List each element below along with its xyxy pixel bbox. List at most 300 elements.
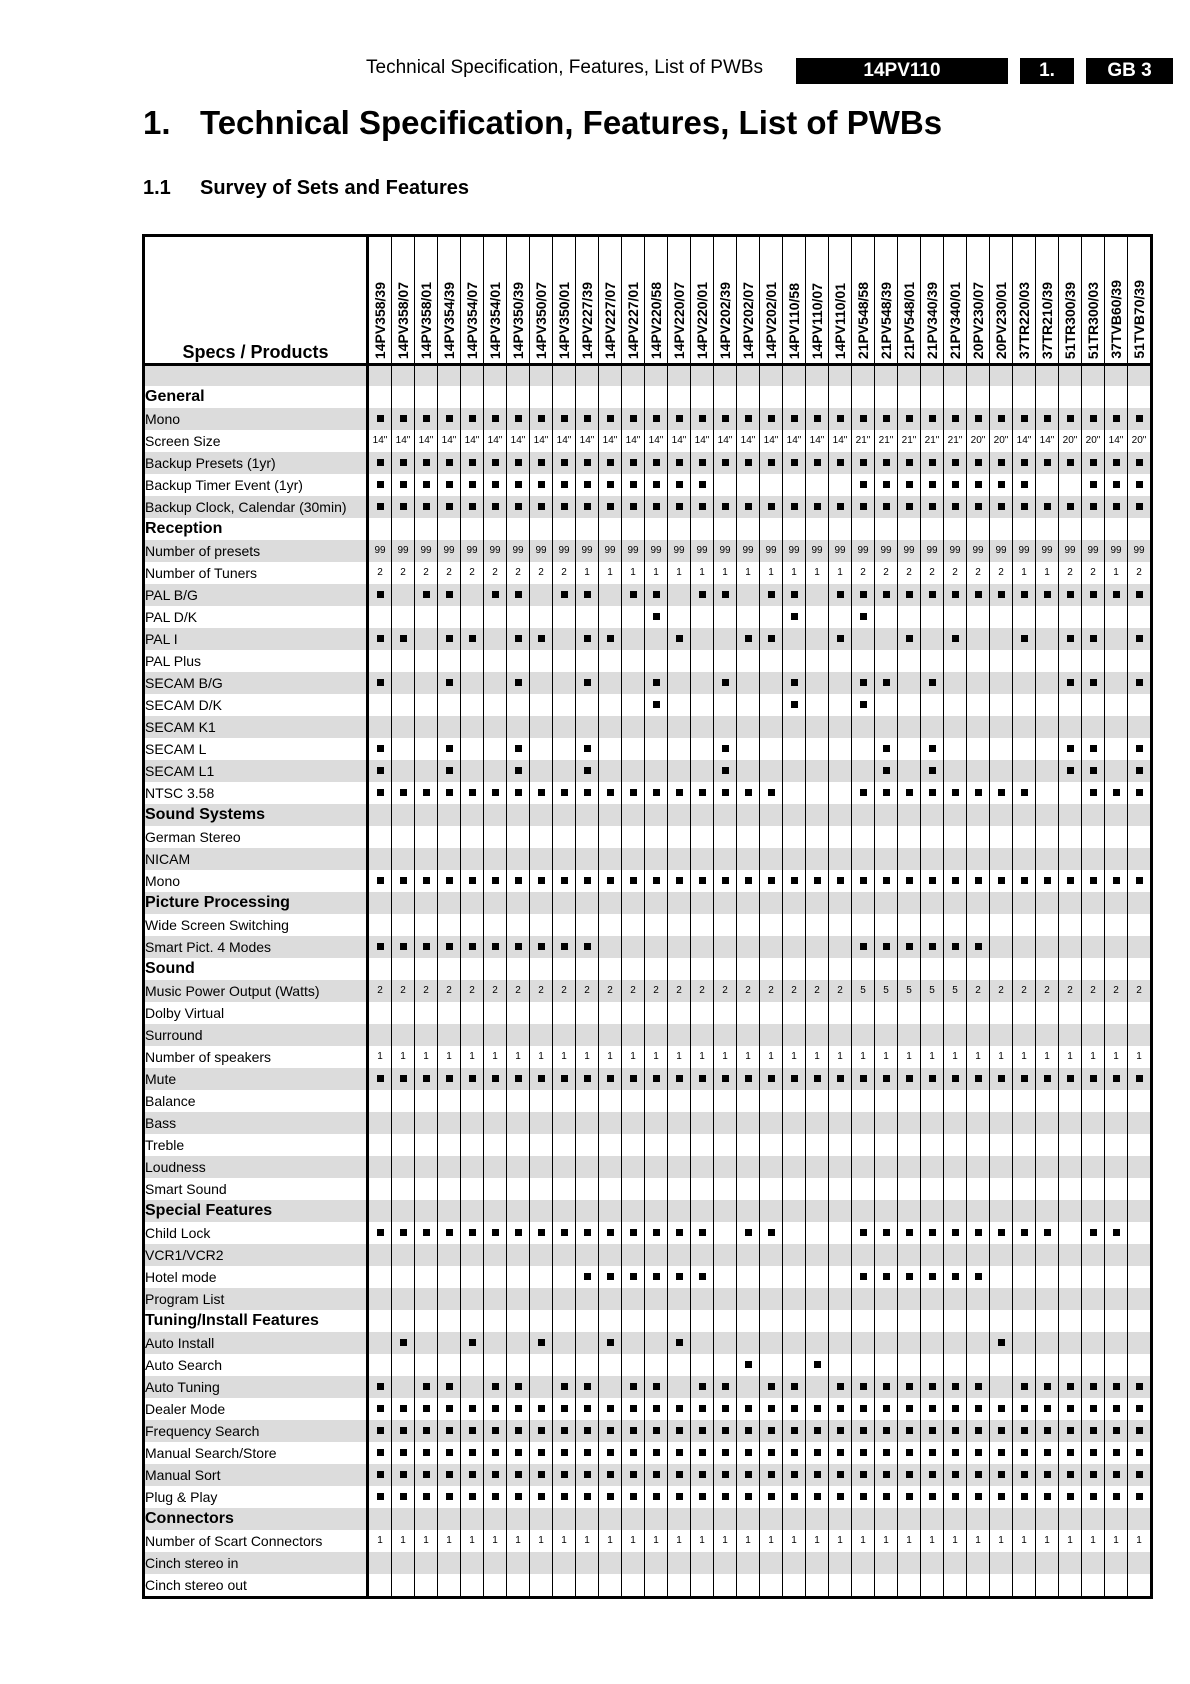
empty-cell <box>875 1156 898 1178</box>
filled-square-icon <box>975 1075 982 1082</box>
feature-cell <box>392 1332 415 1354</box>
column-header-label: 14PV227/39 <box>579 281 595 359</box>
empty-cell <box>691 1508 714 1530</box>
filled-square-icon <box>929 1427 936 1434</box>
value-cell: 99 <box>599 540 622 562</box>
feature-cell <box>530 1222 553 1244</box>
row-label: Program List <box>144 1288 368 1310</box>
filled-square-icon <box>837 635 844 642</box>
value-cell: 2 <box>1082 562 1105 584</box>
empty-cell <box>392 1200 415 1222</box>
feature-cell <box>530 1442 553 1464</box>
empty-cell <box>875 914 898 936</box>
value-cell: 2 <box>507 562 530 584</box>
empty-cell <box>461 694 484 716</box>
value-cell: 1 <box>438 1046 461 1068</box>
feature-cell <box>921 1376 944 1398</box>
filled-square-icon <box>722 591 729 598</box>
empty-cell <box>783 1178 806 1200</box>
feature-cell <box>691 408 714 430</box>
filled-square-icon <box>653 613 660 620</box>
column-header <box>875 236 898 365</box>
empty-cell <box>1059 1354 1082 1376</box>
column-header <box>852 236 875 365</box>
empty-cell <box>599 1574 622 1598</box>
empty-cell <box>668 1200 691 1222</box>
feature-cell <box>1128 474 1152 496</box>
empty-cell <box>714 1244 737 1266</box>
empty-cell <box>599 1354 622 1376</box>
empty-cell <box>599 1310 622 1332</box>
feature-cell <box>599 1398 622 1420</box>
feature-cell <box>875 782 898 804</box>
value-cell: 2 <box>967 980 990 1002</box>
empty-cell <box>921 1200 944 1222</box>
value-cell: 2 <box>368 980 392 1002</box>
feature-cell <box>691 1376 714 1398</box>
empty-cell <box>622 1090 645 1112</box>
empty-cell <box>921 1178 944 1200</box>
feature-cell <box>668 1068 691 1090</box>
empty-cell <box>1036 1332 1059 1354</box>
feature-cell <box>714 1464 737 1486</box>
empty-cell <box>760 672 783 694</box>
feature-cell <box>898 1068 921 1090</box>
empty-cell <box>967 1002 990 1024</box>
filled-square-icon <box>515 1449 522 1456</box>
feature-cell <box>1105 1420 1128 1442</box>
empty-cell <box>967 1574 990 1598</box>
empty-cell <box>875 628 898 650</box>
empty-cell <box>691 1178 714 1200</box>
empty-cell <box>944 1156 967 1178</box>
filled-square-icon <box>722 745 729 752</box>
filled-square-icon <box>814 1493 821 1500</box>
empty-cell <box>829 848 852 870</box>
spacer-cell <box>875 365 898 387</box>
filled-square-icon <box>975 1405 982 1412</box>
empty-cell <box>484 1552 507 1574</box>
empty-cell <box>392 914 415 936</box>
empty-cell <box>1105 628 1128 650</box>
empty-cell <box>829 1002 852 1024</box>
empty-cell <box>691 1200 714 1222</box>
section-row <box>144 958 1152 980</box>
filled-square-icon <box>722 1471 729 1478</box>
spacer-row <box>144 365 1152 387</box>
empty-cell <box>990 738 1013 760</box>
empty-cell <box>530 1112 553 1134</box>
filled-square-icon <box>400 1471 407 1478</box>
empty-cell <box>392 716 415 738</box>
value-cell: 2 <box>829 980 852 1002</box>
feature-cell <box>553 1398 576 1420</box>
feature-cell <box>714 870 737 892</box>
empty-cell <box>645 936 668 958</box>
empty-cell <box>415 1508 438 1530</box>
feature-cell <box>691 1420 714 1442</box>
empty-cell <box>1105 1200 1128 1222</box>
feature-cell <box>829 628 852 650</box>
empty-cell <box>852 892 875 914</box>
empty-cell <box>829 1112 852 1134</box>
feature-cell <box>530 1332 553 1354</box>
empty-cell <box>438 1134 461 1156</box>
column-header <box>760 236 783 365</box>
feature-cell <box>921 1222 944 1244</box>
filled-square-icon <box>584 1229 591 1236</box>
empty-cell <box>1036 606 1059 628</box>
empty-cell <box>645 1310 668 1332</box>
value-cell: 14" <box>622 430 645 452</box>
value-cell: 21" <box>898 430 921 452</box>
subsection-title: Survey of Sets and Features <box>200 177 469 199</box>
feature-cell <box>990 1486 1013 1508</box>
empty-cell <box>875 1332 898 1354</box>
empty-cell <box>622 1552 645 1574</box>
empty-cell <box>1105 1310 1128 1332</box>
empty-cell <box>691 826 714 848</box>
feature-cell <box>645 452 668 474</box>
value-cell: 1 <box>484 1530 507 1552</box>
feature-cell <box>921 1486 944 1508</box>
empty-cell <box>392 1574 415 1598</box>
empty-cell <box>990 672 1013 694</box>
value-cell: 99 <box>898 540 921 562</box>
filled-square-icon <box>998 481 1005 488</box>
empty-cell <box>714 1508 737 1530</box>
filled-square-icon <box>1090 503 1097 510</box>
row-label: Treble <box>144 1134 368 1156</box>
column-header <box>921 236 944 365</box>
feature-cell <box>1128 452 1152 474</box>
feature-cell <box>438 1464 461 1486</box>
value-cell: 2 <box>530 562 553 584</box>
filled-square-icon <box>745 415 752 422</box>
value-cell: 1 <box>645 1046 668 1068</box>
feature-cell <box>530 628 553 650</box>
feature-cell <box>829 1398 852 1420</box>
empty-cell <box>392 1244 415 1266</box>
empty-cell <box>461 606 484 628</box>
value-cell: 99 <box>806 540 829 562</box>
feature-cell <box>668 474 691 496</box>
empty-cell <box>1105 1332 1128 1354</box>
empty-cell <box>415 518 438 540</box>
empty-cell <box>967 1332 990 1354</box>
feature-cell <box>737 1420 760 1442</box>
empty-cell <box>967 760 990 782</box>
empty-cell <box>737 958 760 980</box>
filled-square-icon <box>1090 1427 1097 1434</box>
empty-cell <box>806 1310 829 1332</box>
spacer-cell <box>438 365 461 387</box>
filled-square-icon <box>975 789 982 796</box>
feature-cell <box>898 936 921 958</box>
filled-square-icon <box>837 1427 844 1434</box>
filled-square-icon <box>814 1427 821 1434</box>
empty-cell <box>645 760 668 782</box>
feature-cell <box>1128 1376 1152 1398</box>
filled-square-icon <box>469 1075 476 1082</box>
feature-cell <box>368 1442 392 1464</box>
empty-cell <box>852 958 875 980</box>
row-label: Number of Tuners <box>144 562 368 584</box>
filled-square-icon <box>906 789 913 796</box>
empty-cell <box>645 1024 668 1046</box>
feature-cell <box>875 936 898 958</box>
empty-cell <box>576 1508 599 1530</box>
value-cell: 1 <box>875 1530 898 1552</box>
empty-cell <box>368 1354 392 1376</box>
empty-cell <box>737 936 760 958</box>
value-cell: 1 <box>530 1530 553 1552</box>
empty-cell <box>1082 716 1105 738</box>
filled-square-icon <box>814 877 821 884</box>
filled-square-icon <box>607 1449 614 1456</box>
empty-cell <box>392 1002 415 1024</box>
empty-cell <box>415 738 438 760</box>
value-cell: 1 <box>967 1046 990 1068</box>
feature-cell <box>668 1442 691 1464</box>
feature-cell <box>714 408 737 430</box>
feature-cell <box>438 1398 461 1420</box>
filled-square-icon <box>630 1229 637 1236</box>
filled-square-icon <box>952 1383 959 1390</box>
feature-cell <box>875 672 898 694</box>
empty-cell <box>852 650 875 672</box>
feature-cell <box>668 1332 691 1354</box>
empty-cell <box>1013 386 1036 408</box>
feature-cell <box>944 452 967 474</box>
empty-cell <box>415 958 438 980</box>
table-row <box>144 1222 1152 1244</box>
filled-square-icon <box>1090 415 1097 422</box>
feature-cell <box>368 1486 392 1508</box>
empty-cell <box>392 650 415 672</box>
feature-cell <box>1082 452 1105 474</box>
empty-cell <box>622 1354 645 1376</box>
filled-square-icon <box>492 591 499 598</box>
empty-cell <box>553 518 576 540</box>
filled-square-icon <box>515 679 522 686</box>
filled-square-icon <box>883 877 890 884</box>
filled-square-icon <box>906 635 913 642</box>
empty-cell <box>530 1200 553 1222</box>
empty-cell <box>1036 1134 1059 1156</box>
feature-cell <box>392 1398 415 1420</box>
feature-cell <box>714 1420 737 1442</box>
empty-cell <box>530 518 553 540</box>
empty-cell <box>415 606 438 628</box>
empty-cell <box>1013 606 1036 628</box>
filled-square-icon <box>584 789 591 796</box>
empty-cell <box>461 804 484 826</box>
spacer-cell <box>368 365 392 387</box>
feature-cell <box>530 1398 553 1420</box>
empty-cell <box>714 694 737 716</box>
feature-cell <box>737 1442 760 1464</box>
page-header <box>0 55 1190 85</box>
empty-cell <box>484 1244 507 1266</box>
filled-square-icon <box>1044 1383 1051 1390</box>
feature-cell <box>368 672 392 694</box>
feature-cell <box>967 1398 990 1420</box>
feature-cell <box>944 408 967 430</box>
empty-cell <box>576 1354 599 1376</box>
value-cell: 1 <box>377 1051 383 1062</box>
empty-cell <box>1105 1024 1128 1046</box>
feature-cell <box>806 408 829 430</box>
feature-cell <box>714 672 737 694</box>
feature-cell <box>484 474 507 496</box>
feature-cell <box>783 1486 806 1508</box>
value-cell: 99 <box>691 540 714 562</box>
feature-cell <box>852 1442 875 1464</box>
empty-cell <box>576 1552 599 1574</box>
empty-cell <box>1013 1156 1036 1178</box>
filled-square-icon <box>400 1493 407 1500</box>
value-cell: 1 <box>576 1530 599 1552</box>
filled-square-icon <box>998 1075 1005 1082</box>
empty-cell <box>461 1354 484 1376</box>
empty-cell <box>714 1574 737 1598</box>
filled-square-icon <box>860 1427 867 1434</box>
feature-cell <box>461 936 484 958</box>
empty-cell <box>1105 760 1128 782</box>
filled-square-icon <box>446 459 453 466</box>
feature-cell <box>622 1376 645 1398</box>
value-cell: 2 <box>990 980 1013 1002</box>
filled-square-icon <box>814 503 821 510</box>
filled-square-icon <box>768 591 775 598</box>
feature-cell <box>1059 1486 1082 1508</box>
empty-cell <box>1128 1244 1152 1266</box>
feature-cell <box>645 782 668 804</box>
filled-square-icon <box>676 1449 683 1456</box>
empty-cell <box>714 386 737 408</box>
filled-square-icon <box>584 503 591 510</box>
filled-square-icon <box>929 1449 936 1456</box>
filled-square-icon <box>699 459 706 466</box>
empty-cell <box>944 386 967 408</box>
feature-cell <box>852 694 875 716</box>
table-row <box>144 1552 1152 1574</box>
feature-cell <box>875 452 898 474</box>
feature-cell <box>368 584 392 606</box>
empty-cell <box>1082 1266 1105 1288</box>
spacer-cell <box>507 365 530 387</box>
filled-square-icon <box>883 679 890 686</box>
empty-cell <box>691 1134 714 1156</box>
filled-square-icon <box>722 1075 729 1082</box>
value-cell: 99 <box>1036 540 1059 562</box>
feature-cell <box>691 1222 714 1244</box>
filled-square-icon <box>952 459 959 466</box>
value-cell: 1 <box>691 1046 714 1068</box>
spacer-cell <box>576 365 599 387</box>
filled-square-icon <box>377 1449 384 1456</box>
header-chapter-badge: 1. <box>1020 58 1074 84</box>
feature-cell <box>1013 1068 1036 1090</box>
feature-cell <box>461 474 484 496</box>
value-cell: 14" <box>1013 430 1036 452</box>
empty-cell <box>783 1288 806 1310</box>
feature-cell <box>1128 1464 1152 1486</box>
empty-cell <box>829 1310 852 1332</box>
feature-cell <box>1036 1442 1059 1464</box>
feature-cell <box>392 628 415 650</box>
value-cell: 20" <box>990 430 1013 452</box>
empty-cell <box>576 1574 599 1598</box>
value-cell: 2 <box>599 980 622 1002</box>
empty-cell <box>737 1376 760 1398</box>
filled-square-icon <box>538 481 545 488</box>
feature-cell <box>576 474 599 496</box>
table-row <box>144 870 1152 892</box>
filled-square-icon <box>1136 1493 1143 1500</box>
filled-square-icon <box>538 1427 545 1434</box>
empty-cell <box>875 1552 898 1574</box>
empty-cell <box>921 804 944 826</box>
empty-cell <box>1036 1354 1059 1376</box>
empty-cell <box>1082 1134 1105 1156</box>
empty-cell <box>484 672 507 694</box>
table-row <box>144 1464 1152 1486</box>
spacer-cell <box>553 365 576 387</box>
filled-square-icon <box>722 789 729 796</box>
filled-square-icon <box>561 481 568 488</box>
feature-cell <box>852 496 875 518</box>
value-cell: 1 <box>967 1530 990 1552</box>
value-cell: 14" <box>645 430 668 452</box>
table-row <box>144 1090 1152 1112</box>
feature-cell <box>1036 870 1059 892</box>
empty-cell <box>990 386 1013 408</box>
empty-cell <box>668 650 691 672</box>
empty-cell <box>875 958 898 980</box>
empty-cell <box>461 1002 484 1024</box>
feature-cell <box>990 584 1013 606</box>
table-row <box>144 1068 1152 1090</box>
empty-cell <box>461 1310 484 1332</box>
section-label: Picture Processing <box>144 892 368 914</box>
empty-cell <box>645 1288 668 1310</box>
feature-cell <box>944 496 967 518</box>
empty-cell <box>898 1354 921 1376</box>
feature-cell <box>921 1398 944 1420</box>
empty-cell <box>783 628 806 650</box>
feature-cell <box>1082 1420 1105 1442</box>
empty-cell <box>415 1574 438 1598</box>
value-cell: 14" <box>1105 430 1128 452</box>
feature-cell <box>484 1420 507 1442</box>
empty-cell <box>714 848 737 870</box>
empty-cell <box>484 1178 507 1200</box>
empty-cell <box>737 584 760 606</box>
empty-cell <box>760 1156 783 1178</box>
empty-cell <box>530 1090 553 1112</box>
empty-cell <box>438 958 461 980</box>
filled-square-icon <box>1021 1471 1028 1478</box>
filled-square-icon <box>883 1471 890 1478</box>
empty-cell <box>1059 1002 1082 1024</box>
feature-cell <box>921 1420 944 1442</box>
filled-square-icon <box>768 459 775 466</box>
filled-square-icon <box>883 943 890 950</box>
feature-cell <box>368 1398 392 1420</box>
feature-cell <box>737 782 760 804</box>
